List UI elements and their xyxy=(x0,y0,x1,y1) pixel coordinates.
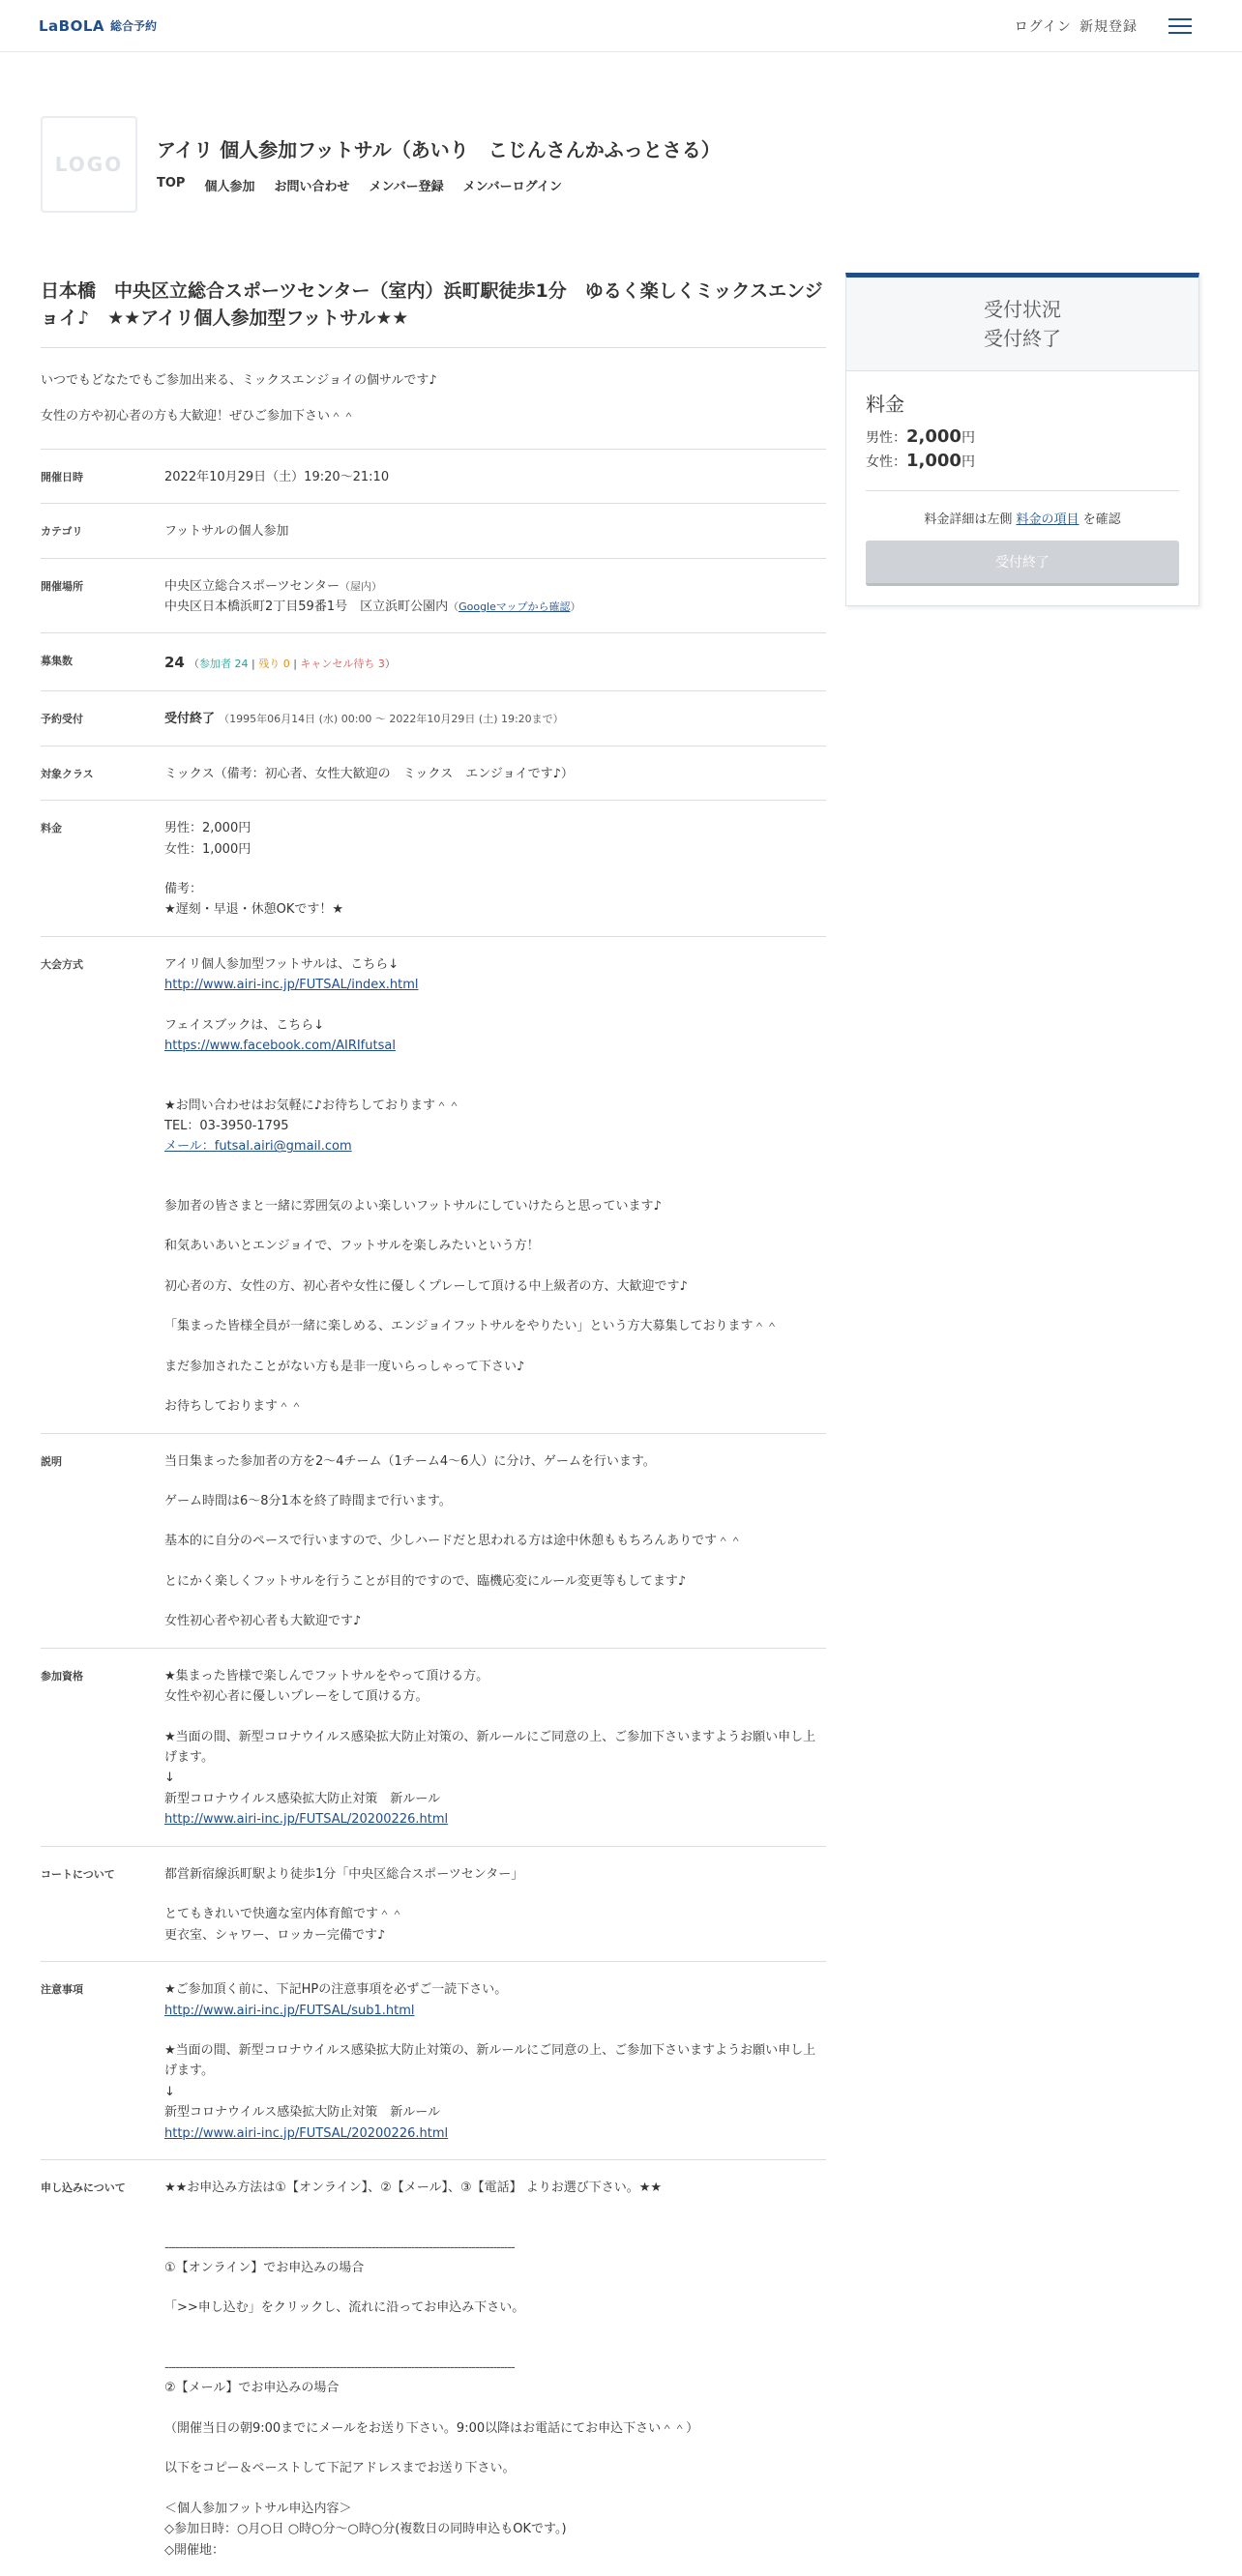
event-category: フットサルの個人参加 xyxy=(164,524,289,540)
site-header xyxy=(0,0,1242,52)
event-title: 日本橋 中央区立総合スポーツセンター（室内）浜町駅徒歩1分 ゆるく楽しくミックスエンジョイ♪ ★★アイリ個人参加型フットサル★★ xyxy=(41,278,826,348)
target-class: ミックス（備考：初心者、女性大歓迎の ミックス エンジョイです♪） xyxy=(164,766,574,781)
brand-logo[interactable]: LaBOLA xyxy=(39,16,105,35)
format-line: 初心者の方、女性の方、初心者や女性に優しくプレーして頂ける中上級者の方、大歓迎です♪ xyxy=(164,1278,688,1294)
format-line: 「集まった皆様全員が一緒に楽しめる、エンジョイフットサルをやりたい」という方大募集しております＾＾ xyxy=(164,1319,779,1334)
facebook-link[interactable]: https://www.facebook.com/AIRIfutsal xyxy=(164,1039,396,1054)
row-qualification xyxy=(41,1649,826,1847)
brand-sub[interactable]: 総合予約 xyxy=(110,19,158,33)
row-label: 料金 xyxy=(41,822,62,835)
intro-line: いつでもどなたでもご参加出来る、ミックスエンジョイの個サルです♪ xyxy=(41,373,437,389)
event-date: 2022年10月29日（土）19:20～21:10 xyxy=(164,469,390,484)
venue-type: （屋内） xyxy=(339,579,382,593)
organizer-logo: LOGO xyxy=(41,116,137,213)
contact-email-link[interactable]: メール：futsal.airi@gmail.com xyxy=(164,1139,352,1155)
header-nav xyxy=(1015,16,1192,36)
notes-link[interactable]: http://www.airi-inc.jp/FUTSAL/sub1.html xyxy=(164,2003,415,2018)
row-category xyxy=(41,504,826,558)
row-label: 開催日時 xyxy=(41,470,83,483)
format-line: アイリ個人参加型フットサルは、こちら↓ xyxy=(164,956,399,972)
row-label: 予約受付 xyxy=(41,713,83,726)
price-title: 料金 xyxy=(866,393,904,416)
arrow-text: ↓ xyxy=(164,1771,175,1786)
organizer-title[interactable]: アイリ 個人参加フットサル（あいり こじんさんかふっとさる） xyxy=(157,138,721,161)
row-label: 申し込みについて xyxy=(41,2181,126,2195)
contact-tel: TEL：03-3950-1795 xyxy=(164,1119,289,1133)
menu-icon[interactable] xyxy=(1168,18,1192,34)
capacity-count: 24 xyxy=(164,654,185,672)
price-value: 1,000 xyxy=(906,451,961,471)
qual-line: 新型コロナウイルス感染拡大防止対策 新ルール xyxy=(164,1791,440,1806)
row-date xyxy=(41,450,826,504)
format-line: お待ちしております＾＾ xyxy=(164,1399,304,1415)
row-class xyxy=(41,746,826,801)
format-line: ★お問い合わせはお気軽に♪お待ちしております＾＾ xyxy=(164,1098,460,1113)
row-label: 対象クラス xyxy=(41,767,94,780)
org-nav-member-login[interactable]: メンバーログイン xyxy=(462,180,563,194)
intro-line: 女性の方や初心者の方も大歓迎！ぜひご参加下さい＾＾ xyxy=(41,408,356,424)
desc-line: 基本的に自分のペースで行いますので、少しハードだと思われる方は途中休憩ももちろんありです＾＾ xyxy=(164,1534,743,1549)
org-nav-top[interactable]: TOP xyxy=(157,176,186,190)
row-notes xyxy=(41,1962,826,2160)
venue-name: 中央区立総合スポーツセンター xyxy=(164,578,340,594)
qual-line: 女性や初心者に優しいプレーをして頂ける方。 xyxy=(164,1689,429,1705)
fee-section-link[interactable]: 料金の項目 xyxy=(1016,512,1079,527)
remaining-count: 残り 0 xyxy=(258,658,290,671)
row-label: 参加資格 xyxy=(41,1669,83,1683)
court-line: とてもきれいで快適な室内体育館です＾＾ xyxy=(164,1907,404,1922)
court-line: 都営新宿線浜町駅より徒歩1分「中央区総合スポーツセンター」 xyxy=(164,1866,524,1882)
row-label: 説明 xyxy=(41,1454,62,1468)
status-value: 受付終了 xyxy=(984,327,1061,350)
apply-line: ★★お申込み方法は①【オンライン】、②【メール】、③【電話】 よりお選び下さい。★★ xyxy=(164,2181,663,2196)
event-detail xyxy=(41,236,826,2576)
court-line: 更衣室、シャワー、ロッカー完備です♪ xyxy=(164,1927,386,1943)
row-reservation xyxy=(41,691,826,746)
desc-line: とにかく楽しくフットサルを行うことが目的ですので、臨機応変にルール変更等もしてます♪ xyxy=(164,1573,687,1589)
desc-line: ゲーム時間は6～8分1本を終了時間まで行います。 xyxy=(164,1493,452,1508)
closed-button[interactable]: 受付終了 xyxy=(866,541,1179,586)
organizer-nav xyxy=(157,176,721,194)
org-nav-contact[interactable]: お問い合わせ xyxy=(274,180,350,194)
row-fee xyxy=(41,801,826,937)
format-line: フェイスブックは、こちら↓ xyxy=(164,1017,325,1033)
covid-rules-link[interactable]: http://www.airi-inc.jp/FUTSAL/20200226.html xyxy=(164,2125,449,2141)
venue-address: 中央区日本橋浜町2丁目59番1号 区立浜町公園内 xyxy=(164,600,449,614)
price-label: 男性： xyxy=(866,430,906,446)
row-label: 注意事項 xyxy=(41,1983,83,1997)
price-unit: 円 xyxy=(961,454,975,470)
apply-line: （開催当日の朝9:00までにメールをお送り下さい。9:00以降はお電話にてお申込下さい＾＾） xyxy=(164,2420,699,2436)
format-line: まだ参加されたことがない方も是非一度いらっしゃって下さい♪ xyxy=(164,1359,525,1374)
divider-line: -------------------------------------------------------------------------------------------------- xyxy=(164,2359,515,2375)
row-label: カテゴリ xyxy=(41,525,83,539)
org-nav-member-register[interactable]: メンバー登録 xyxy=(369,180,444,194)
joined-count: 参加者 24 xyxy=(199,658,249,671)
price-note: 料金詳細は左側 料金の項目 を確認 xyxy=(866,490,1179,527)
format-line: 和気あいあいとエンジョイで、フットサルを楽しみたいという方！ xyxy=(164,1239,540,1254)
row-court xyxy=(41,1847,826,1962)
fee-male: 男性：2,000円 xyxy=(164,821,251,836)
apply-line: 「>>申し込む」をクリックし、流れに沿ってお申込み下さい。 xyxy=(164,2300,525,2316)
row-label: 開催場所 xyxy=(41,579,83,593)
format-line: 参加者の皆さまと一緒に雰囲気のよい楽しいフットサルにしていけたらと思っています♪ xyxy=(164,1198,662,1214)
covid-rules-link[interactable]: http://www.airi-inc.jp/FUTSAL/20200226.html xyxy=(164,1812,449,1828)
row-label: コートについて xyxy=(41,1867,115,1881)
price-female xyxy=(866,451,1179,471)
price-label: 女性： xyxy=(866,454,906,470)
divider-line: -------------------------------------------------------------------------------------------------- xyxy=(164,2239,515,2255)
row-apply xyxy=(41,2160,826,2576)
fee-note-title: 備考： xyxy=(164,881,203,896)
login-link[interactable]: ログイン xyxy=(1014,18,1072,35)
desc-line: 当日集まった参加者の方を2～4チーム（1チーム4～6人）に分け、ゲームを行います。 xyxy=(164,1453,656,1469)
google-map-link[interactable]: Googleマップから確認 xyxy=(458,600,571,613)
row-capacity: 募集数 24 （参加者 24 | 残り 0 | キャンセル待ち 3） xyxy=(41,633,826,691)
fee-female: 女性：1,000円 xyxy=(164,841,251,857)
apply-line: ◇参加日時：○月○日 ○時○分～○時○分(複数日の同時申込もOKです。) xyxy=(164,2522,567,2537)
row-format xyxy=(41,937,826,1434)
fee-note: ★遅刻・早退・休憩OKです！★ xyxy=(164,902,344,918)
notes-line: 新型コロナウイルス感染拡大防止対策 新ルール xyxy=(164,2105,440,2121)
price-male xyxy=(866,426,1179,447)
desc-line: 女性初心者や初心者も大歓迎です♪ xyxy=(164,1614,362,1629)
sidebar xyxy=(845,236,1199,2576)
row-venue: 開催場所 中央区立総合スポーツセンター（屋内） 中央区日本橋浜町2丁目59番1号 区立浜町公園内（Googleマップから確認） xyxy=(41,559,826,634)
qual-line: ★集まった皆様で楽しんでフットサルをやって頂ける方。 xyxy=(164,1668,489,1683)
waitlist-count: キャンセル待ち 3 xyxy=(300,658,385,671)
apply-line: ＜個人参加フットサル申込内容＞ xyxy=(164,2501,352,2516)
reservation-period: （1995年06月14日 (水) 00:00 〜 2022年10月29日 (土) 19:20まで） xyxy=(219,713,564,726)
row-label: 大会方式 xyxy=(41,957,83,971)
signup-link[interactable]: 新規登録 xyxy=(1079,18,1138,35)
price-value: 2,000 xyxy=(906,426,961,447)
event-intro xyxy=(41,348,826,450)
org-nav-individual[interactable]: 個人参加 xyxy=(204,180,255,194)
notes-line: ★ご参加頂く前に、下記HPの注意事項を必ずご一読下さい。 xyxy=(164,1982,508,1998)
status-box xyxy=(845,273,1199,606)
price-unit: 円 xyxy=(961,430,975,446)
row-label: 募集数 xyxy=(41,655,73,668)
apply-line: ①【オンライン】でお申込みの場合 xyxy=(164,2261,365,2275)
apply-line: 以下をコピー＆ペーストして下記アドレスまでお送り下さい。 xyxy=(164,2461,516,2476)
status-title: 受付状況 xyxy=(984,298,1061,321)
apply-line: ◇開催地： xyxy=(164,2542,224,2558)
arrow-text: ↓ xyxy=(164,2084,175,2099)
brand[interactable] xyxy=(39,17,157,35)
qual-line: ★当面の間、新型コロナウイルス感染拡大防止対策の、新ルールにご同意の上、ご参加下さいますようお願い申し上げます。 xyxy=(164,1729,816,1765)
futsal-site-link[interactable]: http://www.airi-inc.jp/FUTSAL/index.html xyxy=(164,978,419,993)
reservation-status: 受付終了 xyxy=(164,712,216,727)
row-description xyxy=(41,1434,826,1649)
notes-line: ★当面の間、新型コロナウイルス感染拡大防止対策の、新ルールにご同意の上、ご参加下さいますようお願い申し上げます。 xyxy=(164,2042,816,2079)
apply-line: ②【メール】でお申込みの場合 xyxy=(164,2381,340,2396)
organizer-header xyxy=(0,52,1242,236)
